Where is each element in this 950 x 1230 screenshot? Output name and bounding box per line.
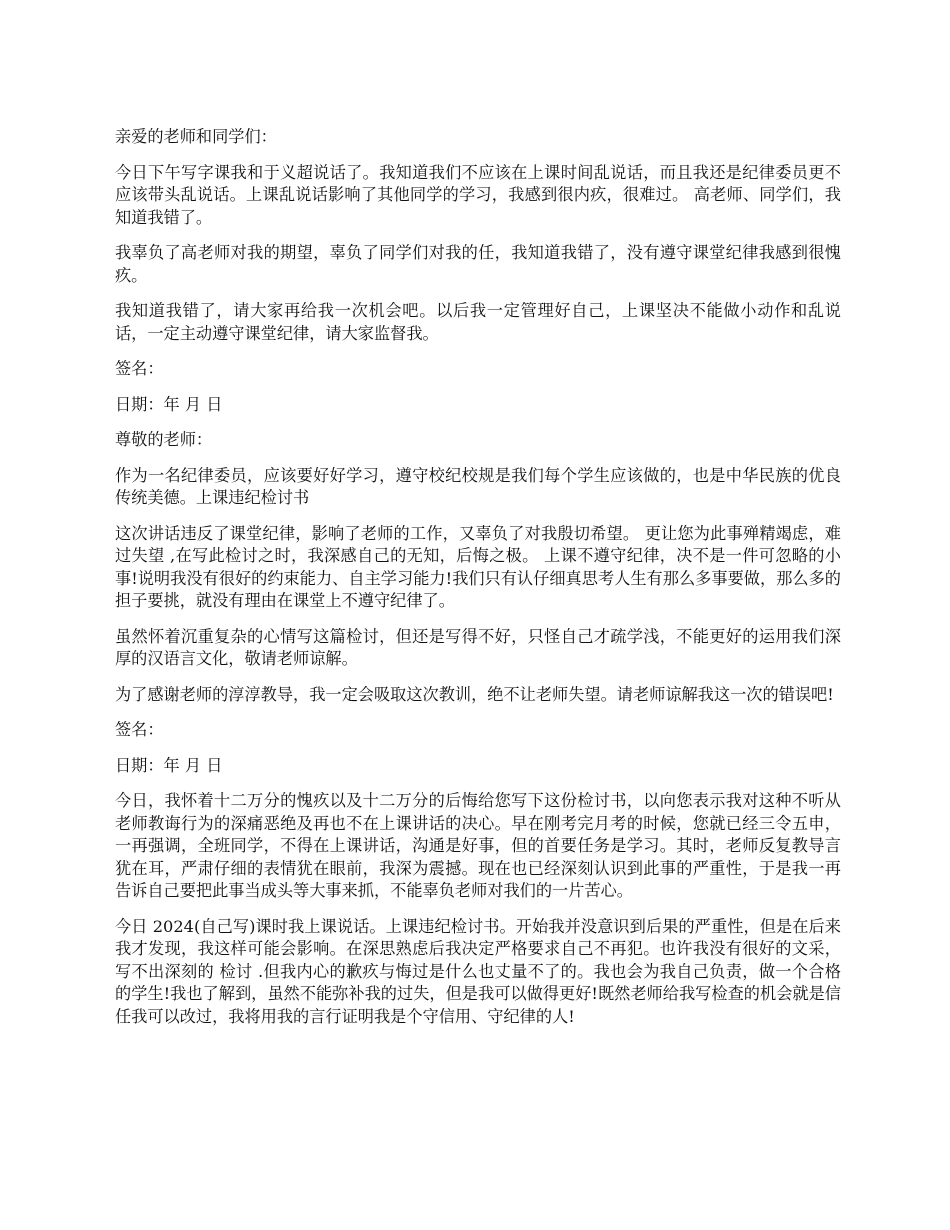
paragraph-resolution: 今日 2024(自己写)课时我上课说话。上课违纪检讨书。开始我并没意识到后果的严重性，但是在后来我才发现，我这样可能会影响。在深思熟虑后我决定严格要求自己不再犯。也许我没有很好的文采，写不出深刻的 检讨 .但我内心的歉疚与悔过是什么也丈量不了的。我也会为我自己负责，做一个合格的学生!我也了解到，虽然不能弥补我的过失，但是我可以做得更好!既然老师给我写检查的机会就是信任我可以改过，我将用我的言行证明我是个守信用、守纪律的人! xyxy=(115,916,841,1026)
paragraph-thanks: 为了感谢老师的淳淳教导，我一定会吸取这次教训，绝不让老师失望。请老师谅解我这一次的错误吧! xyxy=(115,684,834,704)
paragraph-regret: 今日，我怀着十二万分的愧疚以及十二万分的后悔给您写下这份检讨书，以向您表示我对这种不听从老师教诲行为的深痛恶绝及再也不在上课讲话的决心。早在刚考完月考的时候，您就已经三令五申，一再强调，全班同学，不得在上课讲话，沟通是好事，但的首要任务是学习。其时，老师反复教导言犹在耳，严肃仔细的表情犹在眼前，我深为震撼。现在也已经深刻认识到此事的严重性，于是我一再告诉自己要把此事当成头等大事来抓，不能辜负老师对我们的一片苦心。 xyxy=(115,791,841,900)
signature-line: 签名： xyxy=(115,359,164,378)
paragraph-mood: 虽然怀着沉重复杂的心情写这篇检讨，但还是写得不好，只怪自己才疏学浅，不能更好的运用我们深厚的汉语言文化，敬请老师谅解。 xyxy=(115,626,841,668)
paragraph-discipline: 作为一名纪律委员，应该要好好学习，遵守校纪校规是我们每个学生应该做的，也是中华民族的优良传统美德。上课违纪检讨书 xyxy=(115,465,841,507)
paragraph-reflection: 这次讲话违反了课堂纪律，影响了老师的工作，又辜负了对我殷切希望。 更让您为此事殚精竭虑，难过失望 ,在写此检讨之时，我深感自己的无知，后悔之极。 上课不遵守纪律，决不是一件可忽略的小事!说明我没有很好的约束能力、自主学习能力!我们只有认仔细真思考人生有那么多事要做，那么多的担子要挑，就没有理由在课堂上不遵守纪律了。 xyxy=(115,523,841,610)
paragraph-promise: 我知道我错了，请大家再给我一次机会吧。以后我一定管理好自己，上课坚决不能做小动作和乱说话，一定主动遵守课堂纪律，请大家监督我。 xyxy=(115,301,841,343)
paragraph-apology: 我辜负了高老师对我的期望，辜负了同学们对我的任，我知道我错了，没有遵守课堂纪律我感到很愧疚。 xyxy=(115,243,841,285)
signature-line: 签名： xyxy=(115,720,164,739)
date-line: 日期：年 月 日 xyxy=(115,755,223,775)
greeting-teacher: 尊敬的老师： xyxy=(115,430,213,449)
greeting-classmates: 亲爱的老师和同学们： xyxy=(115,127,277,146)
document-body xyxy=(115,126,841,1041)
paragraph-incident: 今日下午写字课我和于义超说话了。我知道我们不应该在上课时间乱说话，而且我还是纪律委员更不应该带头乱说话。上课乱说话影响了其他同学的学习，我感到很内疚，很难过。 高老师、同学们，我知道我错了。 xyxy=(115,162,841,227)
date-line: 日期：年 月 日 xyxy=(115,394,223,414)
